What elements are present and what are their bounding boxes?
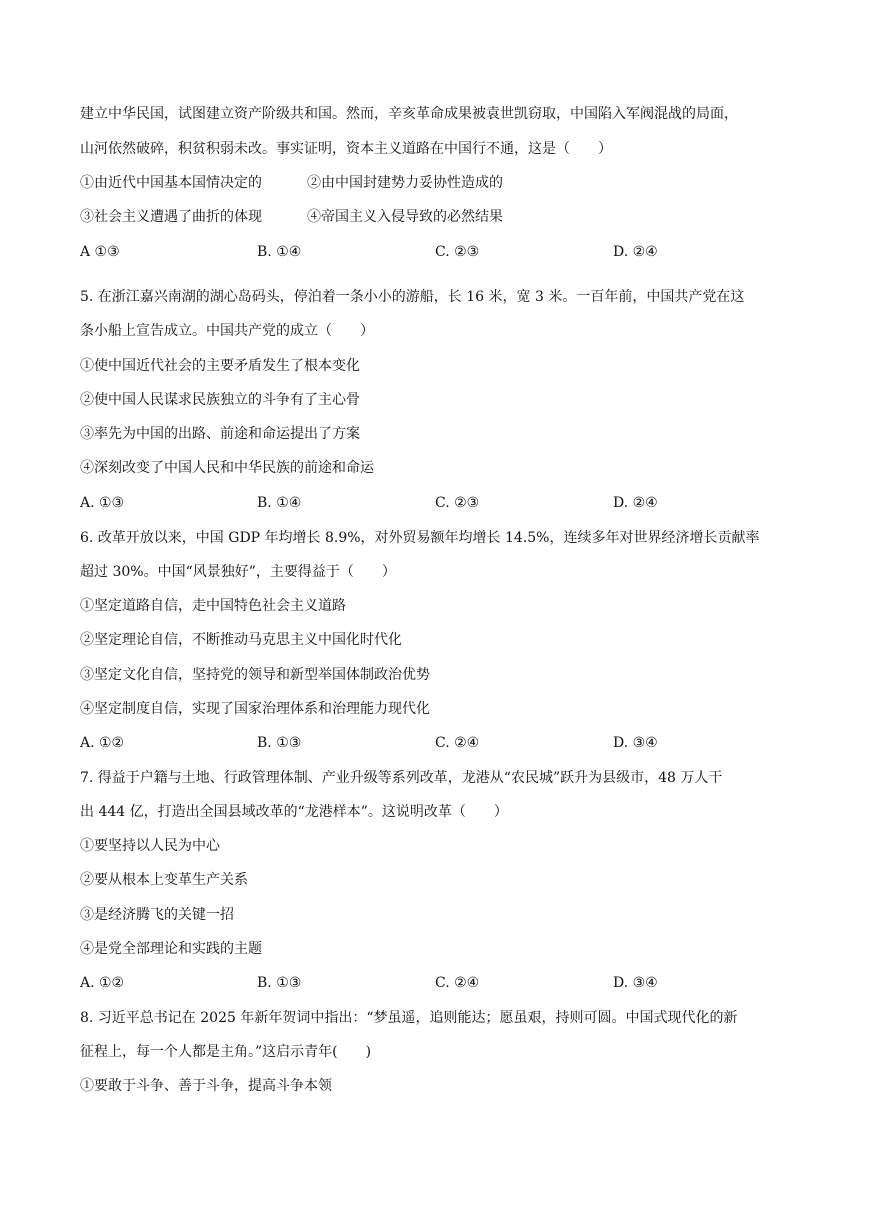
q4-option-d[interactable]: D. ②④ <box>613 244 658 260</box>
q4-statements-row-1 <box>80 173 800 193</box>
q6-option-d[interactable]: D. ③④ <box>613 735 658 751</box>
q7-statement-2: ②要从根本上变革生产关系 <box>80 872 248 888</box>
q5-statement-1: ①使中国近代社会的主要矛盾发生了根本变化 <box>80 358 360 374</box>
q4-stem-line-2: 山河依然破碎，积贫积弱未改。事实证明，资本主义道路在中国行不通，这是（ ） <box>80 141 612 157</box>
q4-statement-3: ③社会主义遭遇了曲折的体现 <box>80 209 262 225</box>
q5-statement-4: ④深刻改变了中国人民和中华民族的前途和命运 <box>80 460 374 476</box>
q6-option-b[interactable]: B. ①③ <box>257 735 302 751</box>
q4-statement-1: ①由近代中国基本国情决定的 <box>80 175 262 191</box>
q7-statement-4: ④是党全部理论和实践的主题 <box>80 941 262 957</box>
q6-stem-line-2: 超过 30%。中国“风景独好”，主要得益于（ ） <box>80 564 396 580</box>
q6-statement-2: ②坚定理论自信，不断推动马克思主义中国化时代化 <box>80 632 402 648</box>
q7-option-d[interactable]: D. ③④ <box>613 975 658 991</box>
q5-stem-line-2: 条小船上宣告成立。中国共产党的成立（ ） <box>80 323 374 339</box>
q7-statement-1: ①要坚持以人民为中心 <box>80 838 220 854</box>
q6-option-a[interactable]: A. ①② <box>80 735 125 751</box>
q6-stem-line-1: 6. 改革开放以来，中国 GDP 年均增长 8.9%，对外贸易额年均增长 14.5%，连续多年对世界经济增长贡献率 <box>80 530 760 546</box>
q8-statement-1: ①要敢于斗争、善于斗争，提高斗争本领 <box>80 1078 332 1094</box>
q8-stem-line-2: 征程上，每一个人都是主角。”这启示青年( ) <box>80 1044 372 1060</box>
q6-option-c[interactable]: C. ②④ <box>435 735 480 751</box>
q7-stem-line-1: 7. 得益于户籍与土地、行政管理体制、产业升级等系列改革，龙港从“农民城”跃升为县级市，48 万人干 <box>80 770 723 786</box>
q5-options <box>80 493 800 513</box>
q5-statement-3: ③率先为中国的出路、前途和命运提出了方案 <box>80 426 360 442</box>
q7-statement-3: ③是经济腾飞的关键一招 <box>80 907 234 923</box>
q5-statement-2: ②使中国人民谋求民族独立的斗争有了主心骨 <box>80 392 360 408</box>
q5-option-d[interactable]: D. ②④ <box>613 495 658 511</box>
q4-option-b[interactable]: B. ①④ <box>257 244 302 260</box>
q7-option-a[interactable]: A. ①② <box>80 975 125 991</box>
q5-option-a[interactable]: A. ①③ <box>80 495 125 511</box>
q6-statement-3: ③坚定文化自信，坚持党的领导和新型举国体制政治优势 <box>80 667 430 683</box>
q7-stem-line-2: 出 444 亿，打造出全国县域改革的“龙港样本”。这说明改革（ ） <box>80 804 508 820</box>
q8-stem-line-1: 8. 习近平总书记在 2025 年新年贺词中指出：“梦虽遥，追则能达；愿虽艰，持则可圆。中国式现代化的新 <box>80 1010 738 1026</box>
q7-option-b[interactable]: B. ①③ <box>257 975 302 991</box>
q5-stem-line-1: 5. 在浙江嘉兴南湖的湖心岛码头，停泊着一条小小的游船，长 16 米，宽 3 米。一百年前，中国共产党在这 <box>80 289 745 305</box>
q4-statement-4: ④帝国主义入侵导致的必然结果 <box>307 209 503 225</box>
q4-options <box>80 242 800 262</box>
q4-option-c[interactable]: C. ②③ <box>435 244 480 260</box>
q5-option-c[interactable]: C. ②③ <box>435 495 480 511</box>
q4-statements-row-2 <box>80 207 800 227</box>
q7-option-c[interactable]: C. ②④ <box>435 975 480 991</box>
q6-statement-1: ①坚定道路自信，走中国特色社会主义道路 <box>80 598 346 614</box>
q6-options <box>80 733 800 753</box>
q4-stem-line-1: 建立中华民国，试图建立资产阶级共和国。然而，辛亥革命成果被袁世凯窃取，中国陷入军阀混战的局面， <box>80 106 738 122</box>
q7-options <box>80 973 800 993</box>
q4-option-a[interactable]: A ①③ <box>80 244 120 260</box>
q5-option-b[interactable]: B. ①④ <box>257 495 302 511</box>
q6-statement-4: ④坚定制度自信，实现了国家治理体系和治理能力现代化 <box>80 701 430 717</box>
q4-statement-2: ②由中国封建势力妥协性造成的 <box>307 175 503 191</box>
